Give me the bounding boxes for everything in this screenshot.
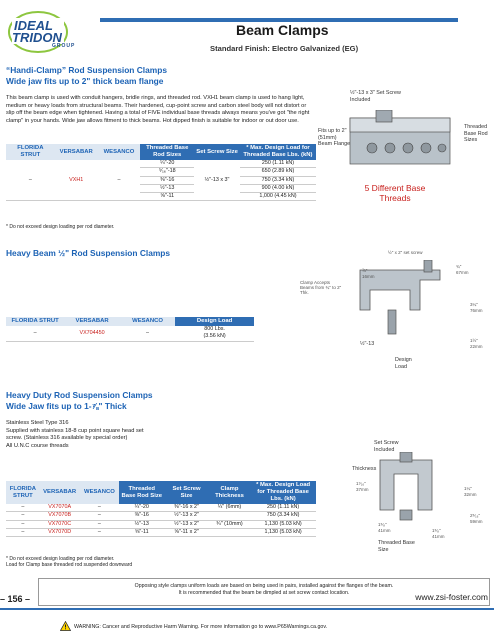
col-florida: FLORIDA STRUT xyxy=(6,144,55,160)
section1-heading-line1: “Handi-Clamp” Rod Suspension Clamps xyxy=(6,65,168,75)
section3-note1: * Do not exceed design loading per rod diameter. xyxy=(6,556,115,562)
table-row xyxy=(6,528,316,536)
section2-table xyxy=(6,317,254,342)
dim-a-mm: 32mm xyxy=(464,492,477,497)
cell-load: 250 (1.11 kN) xyxy=(240,160,316,168)
p65-warning: WARNING: Cancer and Reproductive Harm Warning. For more information go to www.P65Warnings.ca.gov. xyxy=(74,624,328,630)
cell-florida: – xyxy=(6,512,40,520)
table-row xyxy=(6,160,316,168)
section3-heading-line1: Heavy Duty Rod Suspension Clamps xyxy=(6,390,153,400)
dim-e: 1⁵⁄₈" xyxy=(432,528,441,533)
cell-rod: ¼"-20 xyxy=(119,504,164,512)
col-versabar: VERSABAR xyxy=(40,481,80,504)
dim-d-mm: 22mm xyxy=(470,344,483,349)
cell-rod: ¼"-20 xyxy=(140,160,194,168)
footer-note-line2: It is recommended that the beam be dimpled at set screw contact location. xyxy=(178,590,350,596)
col-max-load: * Max. Design Load for Threaded Base Lbs. (kN) xyxy=(240,144,316,160)
desc-line: Supplied with stainless 18-8 cup point square head set xyxy=(6,427,144,434)
col-set-screw: Set Screw Size xyxy=(164,481,209,504)
cell-thickness: ¾" (10mm) xyxy=(209,520,250,528)
load-kn: (3.56 kN) xyxy=(203,333,226,340)
thread-label: ½"-13 xyxy=(360,341,375,347)
cell-load: 1,130 (5.03 kN) xyxy=(250,528,316,536)
warning-triangle-icon xyxy=(60,621,71,631)
section1-table xyxy=(6,144,316,201)
dim-b-mm: 37mm xyxy=(356,487,369,492)
col-rod-size: Threaded Base Rod Size xyxy=(119,481,164,504)
cell-thickness: ¼" (6mm) xyxy=(209,504,250,512)
dim-e-mm: 41mm xyxy=(432,534,445,539)
cell-load: 900 (4.00 kN) xyxy=(240,184,316,192)
clamp-accepts-label: Clamp Accepts Beams from ¾" to 2" Thk. xyxy=(300,280,342,295)
table-row xyxy=(6,512,316,520)
cell-florida: – xyxy=(6,528,40,536)
logo-text-ideal: IDEAL xyxy=(14,18,53,33)
cell-screw: ⅜"-16 x 2" xyxy=(164,504,209,512)
dim-d: 1⁵⁄₈" xyxy=(378,522,387,527)
cell-rod: ⅝"-11 xyxy=(140,193,194,201)
dim-b-mm: 16mm xyxy=(362,274,375,279)
cell-versabar: VX7070A xyxy=(40,504,80,512)
dim-d-mm: 41mm xyxy=(378,528,391,533)
dim-b: ⅞" xyxy=(362,268,368,273)
cell-wesanco: – xyxy=(120,326,175,341)
thickness-label: Thickness xyxy=(352,466,377,472)
ideal-tridon-logo xyxy=(8,8,108,56)
cell-florida: – xyxy=(6,520,40,528)
cell-load: 1,130 (5.03 kN) xyxy=(250,520,316,528)
cell-set-screw: ½"-13 x 3" xyxy=(194,160,240,201)
cell-florida: – xyxy=(6,504,40,512)
cell-load: 750 (3.34 kN) xyxy=(240,176,316,184)
cell-rod: ½"-13 xyxy=(140,184,194,192)
desc-line: Stainless Steel Type 316 xyxy=(6,420,69,426)
beam-clamp-vxh1-drawing xyxy=(346,110,456,170)
cell-screw: ½"-13 x 2" xyxy=(164,520,209,528)
heavy-duty-clamp-drawing xyxy=(372,452,452,522)
cell-wesanco: – xyxy=(80,520,120,528)
section3-heading-line2: Wide Jaw fits up to 1-⅞" Thick xyxy=(6,401,127,411)
cell-wesanco: – xyxy=(80,512,120,520)
cell-versabar: VX7070C xyxy=(40,520,80,528)
website-link[interactable]: www.zsi-foster.com xyxy=(415,592,488,602)
cell-florida: – xyxy=(6,160,55,201)
threaded-rod-label: Threaded Base Rod Sizes xyxy=(464,124,488,144)
dim-a-mm: 67mm xyxy=(456,270,469,275)
section2-heading: Heavy Beam ½" Rod Suspension Clamps xyxy=(6,248,171,258)
footer-rule xyxy=(0,608,494,610)
section3-description xyxy=(6,420,306,450)
col-versabar: VERSABAR xyxy=(64,317,120,326)
section3-table xyxy=(6,481,316,537)
cell-screw: ⅝"-11 x 2" xyxy=(164,528,209,536)
cell-thickness xyxy=(209,528,250,536)
col-max-load: * Max. Design Load for Threaded Base Lbs. (kN) xyxy=(250,481,316,504)
set-screw-label: ½" x 2" set screw xyxy=(388,250,423,255)
col-clamp-thickness: Clamp Thickness xyxy=(209,481,250,504)
col-set-screw: Set Screw Size xyxy=(194,144,240,160)
desc-line: screw. (Stainless 316 available by special order) xyxy=(6,435,128,442)
desc-line: All U.N.C course threads xyxy=(6,442,69,449)
section1-heading-line2: Wide jaw fits up to 2" thick beam flange xyxy=(6,76,164,86)
cell-versabar: VXH1 xyxy=(55,160,98,201)
logo-text-tridon: TRIDON xyxy=(12,30,62,45)
cell-rod: ⁵⁄₁₆"-18 xyxy=(140,168,194,176)
table-row xyxy=(6,326,254,341)
cell-rod: ⅝"-11 xyxy=(119,528,164,536)
cell-rod: ½"-13 xyxy=(119,520,164,528)
section1-description: This beam clamp is used with conduit hangers, bridle rings, and threaded rod. VXH1 beam clamp is used to hang light, medium or heavy loads from structural beams. Their hardened, cup-point screw and carbon steel body will not distort or slip off the beam edge when tightened. Having a total of FIVE individual base threads always means you've got "the right clamp" in your hands. Wide jaw allows fitment to thick beams. Hot dipped finish is suitable for indoor or out door use. xyxy=(6,95,310,124)
page-title: Beam Clamps xyxy=(236,22,329,38)
cell-rod: ⅜"-16 xyxy=(119,512,164,520)
cell-wesanco: – xyxy=(80,528,120,536)
page-number: – 156 – xyxy=(0,594,31,604)
col-florida: FLORIDA STRUT xyxy=(6,317,64,326)
cell-versabar: VX7070B xyxy=(40,512,80,520)
screw-included-label: ½"-13 x 3" Set Screw Included xyxy=(350,90,401,103)
col-wesanco: WESANCO xyxy=(80,481,120,504)
col-design-load: Design Load xyxy=(175,317,254,326)
cell-load xyxy=(175,326,254,341)
col-versabar: VERSABAR xyxy=(55,144,98,160)
dim-c-mm: 59mm xyxy=(470,519,483,524)
cell-rod: ⅜"-16 xyxy=(140,176,194,184)
design-load-label: Design Load xyxy=(395,357,412,370)
cell-versabar: VX7070D xyxy=(40,528,80,536)
cell-load: 250 (1.11 kN) xyxy=(250,504,316,512)
finish-label: Standard Finish: Electro Galvanized (EG) xyxy=(210,44,359,53)
cell-load: 1,000 (4.45 kN) xyxy=(240,193,316,201)
cell-thickness xyxy=(209,512,250,520)
footer-note-line1: Opposing style clamps uniform loads are based on being used in pairs, installed against the flanges of the beam. xyxy=(134,583,394,589)
table-row xyxy=(6,520,316,528)
five-threads-label: 5 Different Base Threads xyxy=(364,183,426,203)
section1-note: * Do not exceed design loading per rod diameter. xyxy=(6,224,115,230)
set-screw-included-label: Set Screw Included xyxy=(374,440,399,453)
load-lbs: 800 Lbs. xyxy=(204,326,225,332)
cell-versabar: VX704450 xyxy=(64,326,120,341)
col-wesanco: WESANCO xyxy=(120,317,175,326)
dim-c: 2⁵⁄₁₆" xyxy=(470,513,481,518)
dim-a: ¾" xyxy=(456,264,462,269)
cell-florida: – xyxy=(6,326,64,341)
dim-b: 1⁷⁄₁₆" xyxy=(356,481,366,486)
cell-wesanco: – xyxy=(80,504,120,512)
logo-text-group: GROUP xyxy=(52,43,76,49)
dim-a: 1¼" xyxy=(464,486,472,491)
cell-wesanco: – xyxy=(98,160,141,201)
col-florida: FLORIDA STRUT xyxy=(6,481,40,504)
section3-heading xyxy=(6,390,153,412)
section3-note2: Load for Clamp base threaded rod suspended downward xyxy=(6,562,133,568)
fits-beam-label: Fits up to 2" (51mm) Beam Flange xyxy=(318,128,351,148)
cell-screw: ½"-13 x 2" xyxy=(164,512,209,520)
col-wesanco: WESANCO xyxy=(98,144,141,160)
dim-c: 3¼" xyxy=(470,302,478,307)
dim-c-mm: 76mm xyxy=(470,308,483,313)
cell-load: 650 (2.89 kN) xyxy=(240,168,316,176)
table-row xyxy=(6,504,316,512)
threaded-base-size-label: Threaded Base Size xyxy=(378,540,415,553)
col-rod-sizes: Threaded Base Rod Sizes xyxy=(140,144,194,160)
dim-d: 1½" xyxy=(470,338,478,343)
section1-heading xyxy=(6,65,167,87)
cell-load: 750 (3.34 kN) xyxy=(250,512,316,520)
